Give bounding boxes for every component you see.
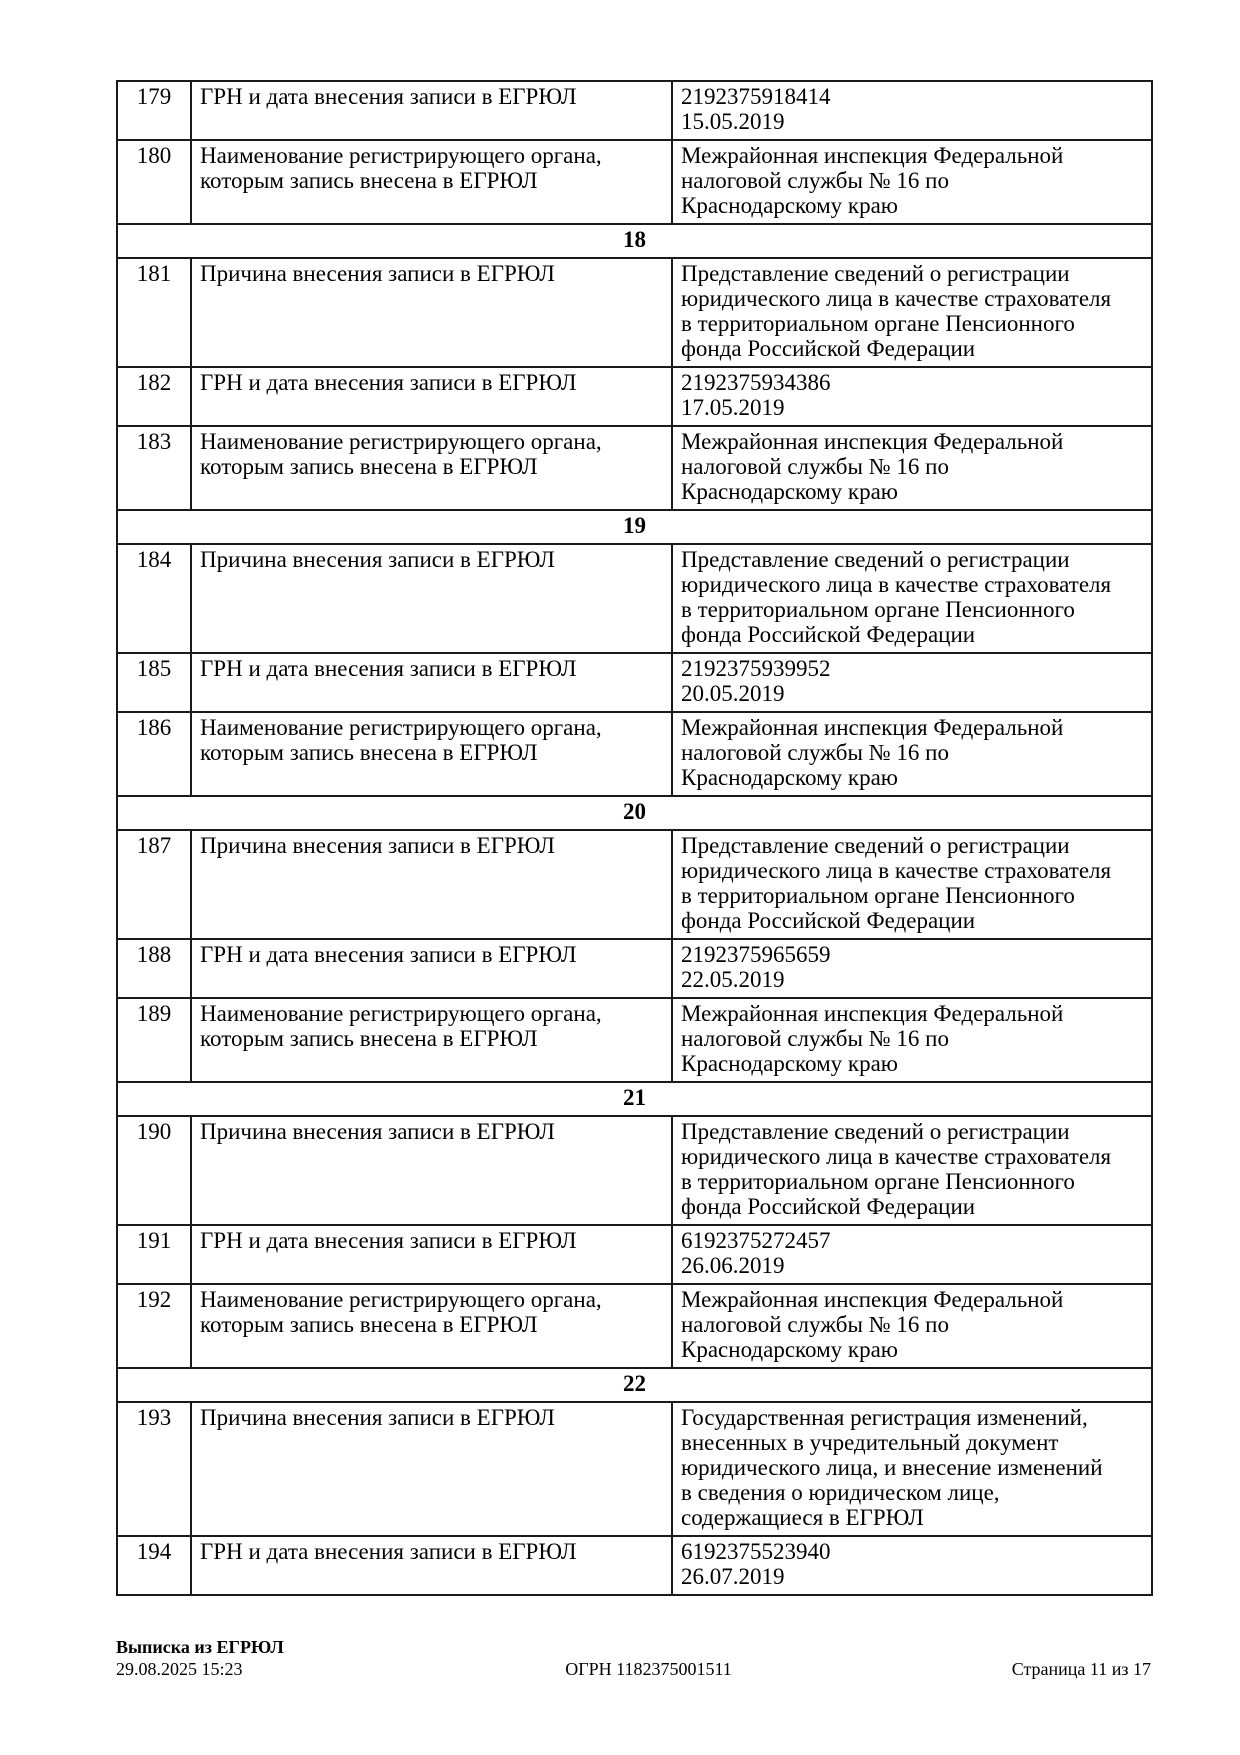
cell-text-line: которым запись внесена в ЕГРЮЛ xyxy=(200,1312,538,1337)
cell-text-line: 6192375523940 xyxy=(681,1539,831,1564)
field-label-cell xyxy=(191,544,672,653)
cell-text-line: Представление сведений о регистрации xyxy=(681,833,1070,858)
table-row xyxy=(117,1536,1152,1595)
table-row xyxy=(117,653,1152,712)
row-number-cell: 188 xyxy=(117,939,191,998)
cell-text-line: Причина внесения записи в ЕГРЮЛ xyxy=(200,833,555,858)
table-row xyxy=(117,712,1152,796)
cell-text-line: Наименование регистрирующего органа, xyxy=(200,715,602,740)
field-label-cell xyxy=(191,1116,672,1225)
table-row xyxy=(117,1402,1152,1536)
row-number-cell: 194 xyxy=(117,1536,191,1595)
cell-text-line: Наименование регистрирующего органа, xyxy=(200,143,602,168)
cell-text-line: Межрайонная инспекция Федеральной xyxy=(681,1287,1064,1312)
field-label-cell xyxy=(191,939,672,998)
field-value-cell xyxy=(672,426,1152,510)
cell-text-line: юридического лица в качестве страхователя xyxy=(681,1144,1112,1169)
field-value-cell xyxy=(672,140,1152,224)
footer-ogrn: ОГРН 1182375001511 xyxy=(565,1659,732,1679)
cell-text-line: Наименование регистрирующего органа, xyxy=(200,1001,602,1026)
field-value-cell xyxy=(672,544,1152,653)
page-footer xyxy=(116,1636,1151,1680)
cell-text-line: Краснодарскому краю xyxy=(681,1337,898,1362)
field-label-cell xyxy=(191,258,672,367)
cell-text-line: которым запись внесена в ЕГРЮЛ xyxy=(200,1026,538,1051)
cell-text-line: Причина внесения записи в ЕГРЮЛ xyxy=(200,1119,555,1144)
cell-text-line: 20.05.2019 xyxy=(681,681,785,706)
row-number-cell: 185 xyxy=(117,653,191,712)
row-number-cell: 184 xyxy=(117,544,191,653)
cell-text-line: ГРН и дата внесения записи в ЕГРЮЛ xyxy=(200,1228,577,1253)
table-row xyxy=(117,1225,1152,1284)
table-row xyxy=(117,426,1152,510)
cell-text-line: юридического лица, и внесение изменений xyxy=(681,1455,1103,1480)
cell-text-line: 17.05.2019 xyxy=(681,395,785,420)
cell-text-line: Представление сведений о регистрации xyxy=(681,261,1070,286)
row-number-cell: 191 xyxy=(117,1225,191,1284)
cell-text-line: 15.05.2019 xyxy=(681,109,785,134)
row-number-cell: 190 xyxy=(117,1116,191,1225)
field-label-cell xyxy=(191,367,672,426)
field-value-cell xyxy=(672,1536,1152,1595)
cell-text-line: ГРН и дата внесения записи в ЕГРЮЛ xyxy=(200,1539,577,1564)
cell-text-line: Межрайонная инспекция Федеральной xyxy=(681,715,1064,740)
field-label-cell xyxy=(191,653,672,712)
cell-text-line: Краснодарскому краю xyxy=(681,479,898,504)
cell-text-line: 2192375918414 xyxy=(681,84,831,109)
cell-text-line: Межрайонная инспекция Федеральной xyxy=(681,429,1064,454)
field-value-cell xyxy=(672,258,1152,367)
cell-text-line: Краснодарскому краю xyxy=(681,1051,898,1076)
cell-text-line: в территориальном органе Пенсионного xyxy=(681,1169,1075,1194)
field-value-cell xyxy=(672,653,1152,712)
section-header-row xyxy=(117,1368,1152,1402)
section-header-row xyxy=(117,510,1152,544)
cell-text-line: Краснодарскому краю xyxy=(681,193,898,218)
field-value-cell xyxy=(672,939,1152,998)
cell-text-line: которым запись внесена в ЕГРЮЛ xyxy=(200,740,538,765)
table-row xyxy=(117,367,1152,426)
row-number-cell: 181 xyxy=(117,258,191,367)
field-label-cell xyxy=(191,712,672,796)
cell-text-line: налоговой службы № 16 по xyxy=(681,168,949,193)
cell-text-line: ГРН и дата внесения записи в ЕГРЮЛ xyxy=(200,656,577,681)
cell-text-line: Государственная регистрация изменений, xyxy=(681,1405,1088,1430)
row-number-cell: 183 xyxy=(117,426,191,510)
cell-text-line: в территориальном органе Пенсионного xyxy=(681,883,1075,908)
section-number: 18 xyxy=(117,224,1152,258)
field-value-cell xyxy=(672,998,1152,1082)
field-value-cell xyxy=(672,81,1152,140)
table-row xyxy=(117,830,1152,939)
row-number-cell: 182 xyxy=(117,367,191,426)
section-header-row xyxy=(117,224,1152,258)
field-value-cell xyxy=(672,1225,1152,1284)
cell-text-line: 26.06.2019 xyxy=(681,1253,785,1278)
row-number-cell: 186 xyxy=(117,712,191,796)
field-value-cell xyxy=(672,1402,1152,1536)
cell-text-line: фонда Российской Федерации xyxy=(681,908,976,933)
cell-text-line: 6192375272457 xyxy=(681,1228,831,1253)
cell-text-line: фонда Российской Федерации xyxy=(681,336,976,361)
table-row xyxy=(117,939,1152,998)
table-row xyxy=(117,1284,1152,1368)
row-number-cell: 179 xyxy=(117,81,191,140)
field-label-cell xyxy=(191,1284,672,1368)
field-label-cell xyxy=(191,81,672,140)
table-row xyxy=(117,998,1152,1082)
field-label-cell xyxy=(191,1536,672,1595)
cell-text-line: в сведения о юридическом лице, xyxy=(681,1480,1000,1505)
cell-text-line: Причина внесения записи в ЕГРЮЛ xyxy=(200,261,555,286)
cell-text-line: Межрайонная инспекция Федеральной xyxy=(681,143,1064,168)
cell-text-line: Краснодарскому краю xyxy=(681,765,898,790)
table-row xyxy=(117,81,1152,140)
egrul-records-table xyxy=(116,80,1153,1596)
footer-datetime: 29.08.2025 15:23 xyxy=(116,1659,243,1679)
field-label-cell xyxy=(191,426,672,510)
table-row xyxy=(117,140,1152,224)
section-header-row xyxy=(117,796,1152,830)
cell-text-line: налоговой службы № 16 по xyxy=(681,740,949,765)
row-number-cell: 193 xyxy=(117,1402,191,1536)
field-value-cell xyxy=(672,367,1152,426)
row-number-cell: 187 xyxy=(117,830,191,939)
cell-text-line: 26.07.2019 xyxy=(681,1564,785,1589)
section-number: 21 xyxy=(117,1082,1152,1116)
table-row xyxy=(117,258,1152,367)
cell-text-line: фонда Российской Федерации xyxy=(681,1194,976,1219)
egrul-table-body xyxy=(117,81,1152,1595)
cell-text-line: 2192375965659 xyxy=(681,942,831,967)
cell-text-line: юридического лица в качестве страхователя xyxy=(681,858,1112,883)
cell-text-line: содержащиеся в ЕГРЮЛ xyxy=(681,1505,924,1530)
cell-text-line: ГРН и дата внесения записи в ЕГРЮЛ xyxy=(200,370,577,395)
cell-text-line: ГРН и дата внесения записи в ЕГРЮЛ xyxy=(200,942,577,967)
cell-text-line: юридического лица в качестве страхователя xyxy=(681,286,1112,311)
cell-text-line: Наименование регистрирующего органа, xyxy=(200,429,602,454)
cell-text-line: в территориальном органе Пенсионного xyxy=(681,311,1075,336)
field-label-cell xyxy=(191,998,672,1082)
row-number-cell: 180 xyxy=(117,140,191,224)
table-row xyxy=(117,544,1152,653)
field-label-cell xyxy=(191,1225,672,1284)
cell-text-line: фонда Российской Федерации xyxy=(681,622,976,647)
field-label-cell xyxy=(191,830,672,939)
footer-page-number: Страница 11 из 17 xyxy=(1011,1659,1151,1679)
field-value-cell xyxy=(672,712,1152,796)
row-number-cell: 192 xyxy=(117,1284,191,1368)
cell-text-line: Представление сведений о регистрации xyxy=(681,547,1070,572)
cell-text-line: которым запись внесена в ЕГРЮЛ xyxy=(200,168,538,193)
cell-text-line: Представление сведений о регистрации xyxy=(681,1119,1070,1144)
row-number-cell: 189 xyxy=(117,998,191,1082)
cell-text-line: Причина внесения записи в ЕГРЮЛ xyxy=(200,547,555,572)
footer-left-block xyxy=(116,1636,451,1680)
field-value-cell xyxy=(672,830,1152,939)
cell-text-line: налоговой службы № 16 по xyxy=(681,1312,949,1337)
cell-text-line: налоговой службы № 16 по xyxy=(681,454,949,479)
cell-text-line: Наименование регистрирующего органа, xyxy=(200,1287,602,1312)
cell-text-line: Межрайонная инспекция Федеральной xyxy=(681,1001,1064,1026)
cell-text-line: 2192375934386 xyxy=(681,370,831,395)
cell-text-line: 22.05.2019 xyxy=(681,967,785,992)
section-header-row xyxy=(117,1082,1152,1116)
section-number: 20 xyxy=(117,796,1152,830)
table-row xyxy=(117,1116,1152,1225)
section-number: 19 xyxy=(117,510,1152,544)
cell-text-line: ГРН и дата внесения записи в ЕГРЮЛ xyxy=(200,84,577,109)
cell-text-line: внесенных в учредительный документ xyxy=(681,1430,1059,1455)
footer-document-title: Выписка из ЕГРЮЛ xyxy=(116,1637,284,1657)
cell-text-line: 2192375939952 xyxy=(681,656,831,681)
cell-text-line: юридического лица в качестве страхователя xyxy=(681,572,1112,597)
cell-text-line: в территориальном органе Пенсионного xyxy=(681,597,1075,622)
cell-text-line: налоговой службы № 16 по xyxy=(681,1026,949,1051)
field-value-cell xyxy=(672,1116,1152,1225)
field-label-cell xyxy=(191,140,672,224)
field-label-cell xyxy=(191,1402,672,1536)
field-value-cell xyxy=(672,1284,1152,1368)
cell-text-line: Причина внесения записи в ЕГРЮЛ xyxy=(200,1405,555,1430)
cell-text-line: которым запись внесена в ЕГРЮЛ xyxy=(200,454,538,479)
section-number: 22 xyxy=(117,1368,1152,1402)
